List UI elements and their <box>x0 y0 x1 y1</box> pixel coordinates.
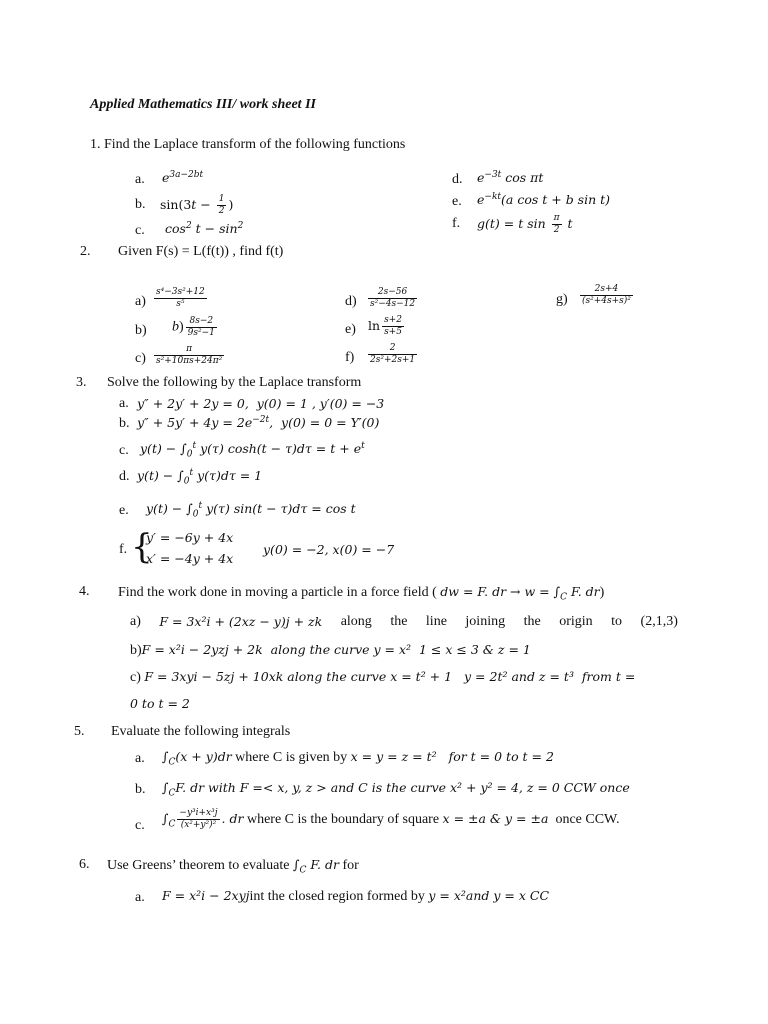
q3-a-label: a. <box>119 396 129 411</box>
q3-b-label: b. <box>119 416 130 431</box>
q5-c-label: c. <box>135 818 145 833</box>
q2-b-expr: b) $\frac{8s-2}{\text{9s²−1}}$ <box>172 316 215 338</box>
q6-a-label: a. <box>135 890 145 905</box>
q3-heading: Solve the following by the Laplace transform <box>107 375 362 390</box>
q3-d-label: d. <box>119 469 130 484</box>
q2-b-label: b) <box>135 323 147 338</box>
q1-c-label: c. <box>135 223 145 238</box>
q4-c-expr: F = 3xyi − 5zj + 10xk along the curve x = t² + 1 y = 2t² and z = t³ from t = <box>144 669 636 684</box>
q3-c-expr: $y(t) - \int_0^t$ y(τ) $\cosh(t - \tau)d\tau = t + e^t$ <box>140 440 365 460</box>
q4-heading-text: Find the work done in moving a particle in a force field ( <box>118 585 437 600</box>
q6-integral: $\int_C$ F. dr <box>292 857 339 876</box>
q4-number: 4. <box>79 584 90 599</box>
q1-f-expr: g(t) = t sin $\frac{\pi}{2}$ t <box>477 213 573 235</box>
q1-d-expr: $e^{-3t}$ cos πt <box>477 169 544 185</box>
q4-a-word-line: line <box>425 614 447 629</box>
q2-e-expr: ln $\frac{s+2}{s+5}$ <box>368 315 402 337</box>
q3-e-label: e. <box>119 503 129 518</box>
q5-a-cond: x = y = z = t² for t = 0 to t = 2 <box>350 749 554 764</box>
q4-a-word-origin: origin <box>559 614 593 629</box>
q5-b-label: b. <box>135 782 146 797</box>
q2-d-label: d) <box>345 294 357 309</box>
q2-d-expr: $\frac{2s-56}{\text{s²−4s−12}}$ <box>370 287 416 309</box>
q4-work-expr: dw = F. dr → $w = \int_C$ F. dr <box>440 584 600 603</box>
q5-a-label: a. <box>135 751 145 766</box>
q5-c-cond: x = ±a & y = ±a <box>442 811 549 826</box>
q4-c-label: c) <box>130 670 141 685</box>
q5-a-integral: $\int_C(x + y)dr$ <box>162 749 232 768</box>
q4-b-expr: F = x²i − 2yzj + 2k along the curve y = x² 1 ≤ x ≤ 3 & z = 1 <box>141 642 531 657</box>
q4-b-line <box>130 642 531 659</box>
q2-g-label: g) <box>556 292 568 307</box>
q5-a-where: where C is given by <box>235 750 348 765</box>
q2-c-label: c) <box>135 351 146 366</box>
q2-heading: Given F(s) = L(f(t)) , find f(t) <box>118 244 284 259</box>
q3-number: 3. <box>76 375 87 390</box>
q5-a-line <box>162 749 554 766</box>
q4-a-expr: F = 3x²i + (2xz − y)j + zk <box>159 614 323 629</box>
q4-heading: Find the work done in moving a particle in a force field ( dw = F. dr → $w = \int_C$ F. dr) <box>118 584 605 603</box>
q6-a-mid: int the closed region formed by <box>249 889 425 904</box>
q6-heading: Use Greens’ theorem to evaluate <box>107 858 290 873</box>
page-title: Applied Mathematics III/ work sheet II <box>90 97 316 112</box>
q3-d-expr: $y(t) - \int_0^t$ y(τ)dτ = 1 <box>137 467 263 487</box>
q6-a-field: F = x²i − 2xyj <box>162 888 250 903</box>
q4-a-line <box>130 614 678 630</box>
q1-c-expr: $\cos^2 t - \sin^2$ <box>165 220 244 236</box>
q4-a-word-along: along <box>340 614 372 629</box>
q3-b-expr: $y'' + 5y' + 4y = 2e^{-2t}$, y(0) = 0 = Y′(0) <box>137 414 380 430</box>
q6-line <box>107 857 359 874</box>
q5-b-expr: $\int_CF$. dr with F =< x, y, z > and C is the curve x² + y² = 4, z = 0 CCW once <box>162 780 630 799</box>
q4-a-word-joining: joining <box>465 614 506 629</box>
q4-a-point: (2,1,3) <box>640 614 678 629</box>
q6-a-curves: y = x²and y = x CC <box>428 888 550 903</box>
q2-a-expr: $\frac{\text{s⁴−3s²+12}}{\text{s⁵}}$ <box>156 287 205 309</box>
q2-f-expr: $\frac{2}{\text{2s²+2s+1}}$ <box>370 343 416 365</box>
q5-c-integral: $\int_C$ $\frac{\text{−y³i+x³j}}{\text{(x²+y²)²}}$ . dr <box>162 808 244 830</box>
q3-f-eq2: x′ = −4y + 4x <box>146 551 234 566</box>
q2-f-label: f) <box>345 350 355 365</box>
q1-a-label: a. <box>135 172 145 187</box>
q1-f-label: f. <box>452 216 461 231</box>
q2-c-expr: $\frac{\pi}{\text{s²+10πs+24π²}}$ <box>156 344 223 366</box>
q3-f-eq1: y′ = −6y + 4x <box>146 530 234 545</box>
q2-a-label: a) <box>135 294 146 309</box>
q4-a-word-the1: the <box>390 614 408 629</box>
q6-for: for <box>342 858 359 873</box>
q4-a-label: a) <box>130 614 141 629</box>
q5-number: 5. <box>74 724 85 739</box>
q2-g-expr: $\frac{2s+4}{\text{(s²+4s+s)²}}$ <box>582 284 631 306</box>
q5-heading: Evaluate the following integrals <box>111 724 291 739</box>
q5-c-tail: once CCW. <box>555 812 620 827</box>
q4-a-word-the2: the <box>523 614 541 629</box>
q1-e-expr: $e^{-kt}(a$ cos t + b sin t) <box>477 191 611 207</box>
q4-a-word-to: to <box>611 614 623 629</box>
q3-f-initial: y(0) = −2, x(0) = −7 <box>263 542 395 557</box>
q6-a-line <box>162 888 549 905</box>
system-brace: { <box>131 527 153 567</box>
q2-e-label: e) <box>345 322 356 337</box>
q6-number: 6. <box>79 857 90 872</box>
q1-b-label: b. <box>135 197 146 212</box>
q1-b-expr: sin(3t − $\frac{1}{2}$ ) <box>160 194 234 216</box>
q2-number: 2. <box>80 244 91 259</box>
q4-c-expr-cont: 0 to t = 2 <box>130 696 190 711</box>
q5-c-where: where C is the boundary of square <box>246 812 440 827</box>
q3-a-expr: y″ + 2y′ + 2y = 0, y(0) = 1 , y′(0) = −3 <box>137 396 385 411</box>
q1-heading: 1. Find the Laplace transform of the following functions <box>90 137 406 152</box>
q1-e-label: e. <box>452 194 462 209</box>
q3-e-expr: $y(t) - \int_0^t$ y(τ) sin(t − τ)dτ = cos t <box>146 500 356 520</box>
q5-c-line <box>162 808 619 831</box>
q3-f-label: f. <box>119 542 128 557</box>
q4-c-line <box>130 669 635 686</box>
q1-d-label: d. <box>452 172 463 187</box>
q3-c-label: c. <box>119 443 129 458</box>
q1-a-expr: $e^{3a-2bt}$ <box>162 169 204 185</box>
q4-b-label: b) <box>130 643 142 658</box>
